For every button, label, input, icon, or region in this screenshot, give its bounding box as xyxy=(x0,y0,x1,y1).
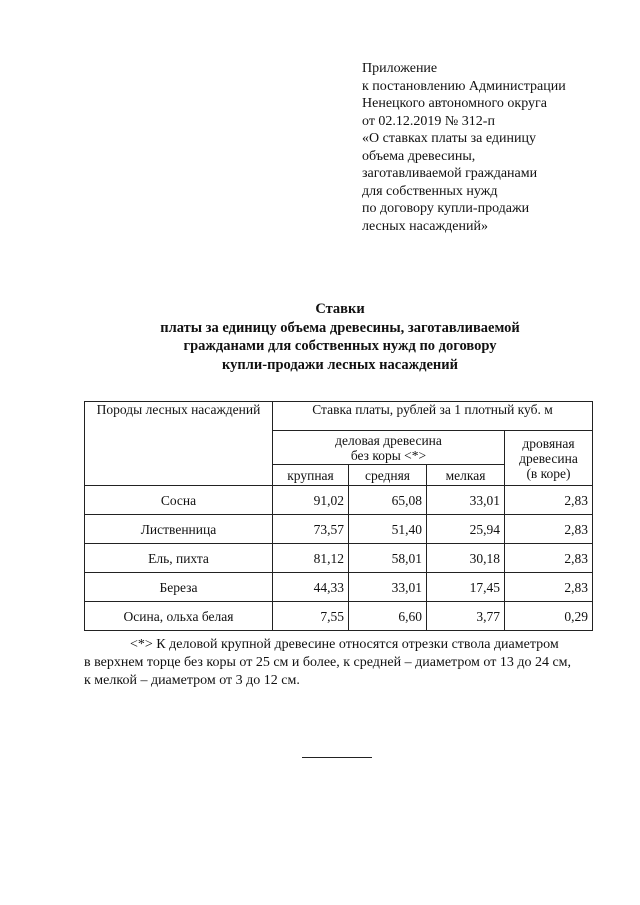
appendix-line: заготавливаемой гражданами xyxy=(362,166,538,181)
medium-rate-cell: 58,01 xyxy=(349,544,427,573)
breed-cell: Ель, пихта xyxy=(85,544,273,573)
footnote-line: <*> К деловой крупной древесине относятся отрезки ствола диаметром xyxy=(130,637,559,652)
small-rate-cell: 17,45 xyxy=(427,573,505,602)
breed-cell: Лиственница xyxy=(85,515,273,544)
footnote-line: к мелкой – диаметром от 3 до 12 см. xyxy=(84,673,300,688)
title-line: платы за единицу объема древесины, заготавливаемой xyxy=(160,319,520,336)
size-header-small: мелкая xyxy=(427,465,505,486)
closing-rule xyxy=(302,757,372,758)
fuel-rate-cell: 2,83 xyxy=(505,544,593,573)
appendix-line: к постановлению Администрации xyxy=(362,78,566,94)
fuel-rate-cell: 2,83 xyxy=(505,515,593,544)
fuel-wood-header-line2: древесина xyxy=(519,450,578,466)
small-rate-cell: 33,01 xyxy=(427,486,505,515)
small-rate-cell: 30,18 xyxy=(427,544,505,573)
business-wood-header xyxy=(273,431,505,465)
title-line: купли-продажи лесных насаждений xyxy=(222,356,458,373)
appendix-line: от 02.12.2019 № 312-п xyxy=(362,113,495,129)
appendix-block xyxy=(362,60,632,235)
footnote xyxy=(84,636,590,690)
fuel-wood-header-line3: (в коре) xyxy=(526,465,571,481)
large-rate-cell: 73,57 xyxy=(273,515,349,544)
table-row xyxy=(85,544,593,573)
appendix-line: лесных насаждений» xyxy=(362,218,488,234)
appendix-line: объема древесины, xyxy=(362,148,476,164)
fuel-wood-header-line1: дровяная xyxy=(522,435,575,451)
fuel-rate-cell: 0,29 xyxy=(505,602,593,631)
size-header-large: крупная xyxy=(273,465,349,486)
document-title xyxy=(40,300,640,374)
breed-cell: Сосна xyxy=(85,486,273,515)
business-wood-header-line1: деловая древесина xyxy=(335,432,442,448)
large-rate-cell: 81,12 xyxy=(273,544,349,573)
size-header-medium: средняя xyxy=(349,465,427,486)
title-line: гражданами для собственных нужд по договору xyxy=(183,338,497,354)
large-rate-cell: 44,33 xyxy=(273,573,349,602)
fuel-rate-cell: 2,83 xyxy=(505,573,593,602)
medium-rate-cell: 65,08 xyxy=(349,486,427,515)
table-header-row xyxy=(85,402,593,431)
rates-table xyxy=(84,401,593,631)
business-wood-header-line2: без коры <*> xyxy=(350,447,427,463)
large-rate-cell: 91,02 xyxy=(273,486,349,515)
breed-column-header: Породы лесных насаждений xyxy=(85,402,273,486)
appendix-line: по договору купли-продажи xyxy=(362,201,530,216)
fuel-wood-header xyxy=(505,431,593,486)
medium-rate-cell: 6,60 xyxy=(349,602,427,631)
title-line: Ставки xyxy=(315,301,365,317)
small-rate-cell: 3,77 xyxy=(427,602,505,631)
appendix-line: Ненецкого автономного округа xyxy=(362,96,547,111)
small-rate-cell: 25,94 xyxy=(427,515,505,544)
breed-cell: Береза xyxy=(85,573,273,602)
table-row xyxy=(85,486,593,515)
table-row xyxy=(85,573,593,602)
large-rate-cell: 7,55 xyxy=(273,602,349,631)
fuel-rate-cell: 2,83 xyxy=(505,486,593,515)
table-row xyxy=(85,602,593,631)
medium-rate-cell: 51,40 xyxy=(349,515,427,544)
appendix-line: Приложение xyxy=(362,61,438,76)
footnote-line: в верхнем торце без коры от 25 см и более, к средней – диаметром от 13 до 24 см, xyxy=(84,655,572,670)
breed-cell: Осина, ольха белая xyxy=(85,602,273,631)
appendix-line: «О ставках платы за единицу xyxy=(362,131,536,146)
table-row xyxy=(85,515,593,544)
medium-rate-cell: 33,01 xyxy=(349,573,427,602)
rate-header: Ставка платы, рублей за 1 плотный куб. м xyxy=(273,402,593,431)
appendix-line: для собственных нужд xyxy=(362,183,498,199)
